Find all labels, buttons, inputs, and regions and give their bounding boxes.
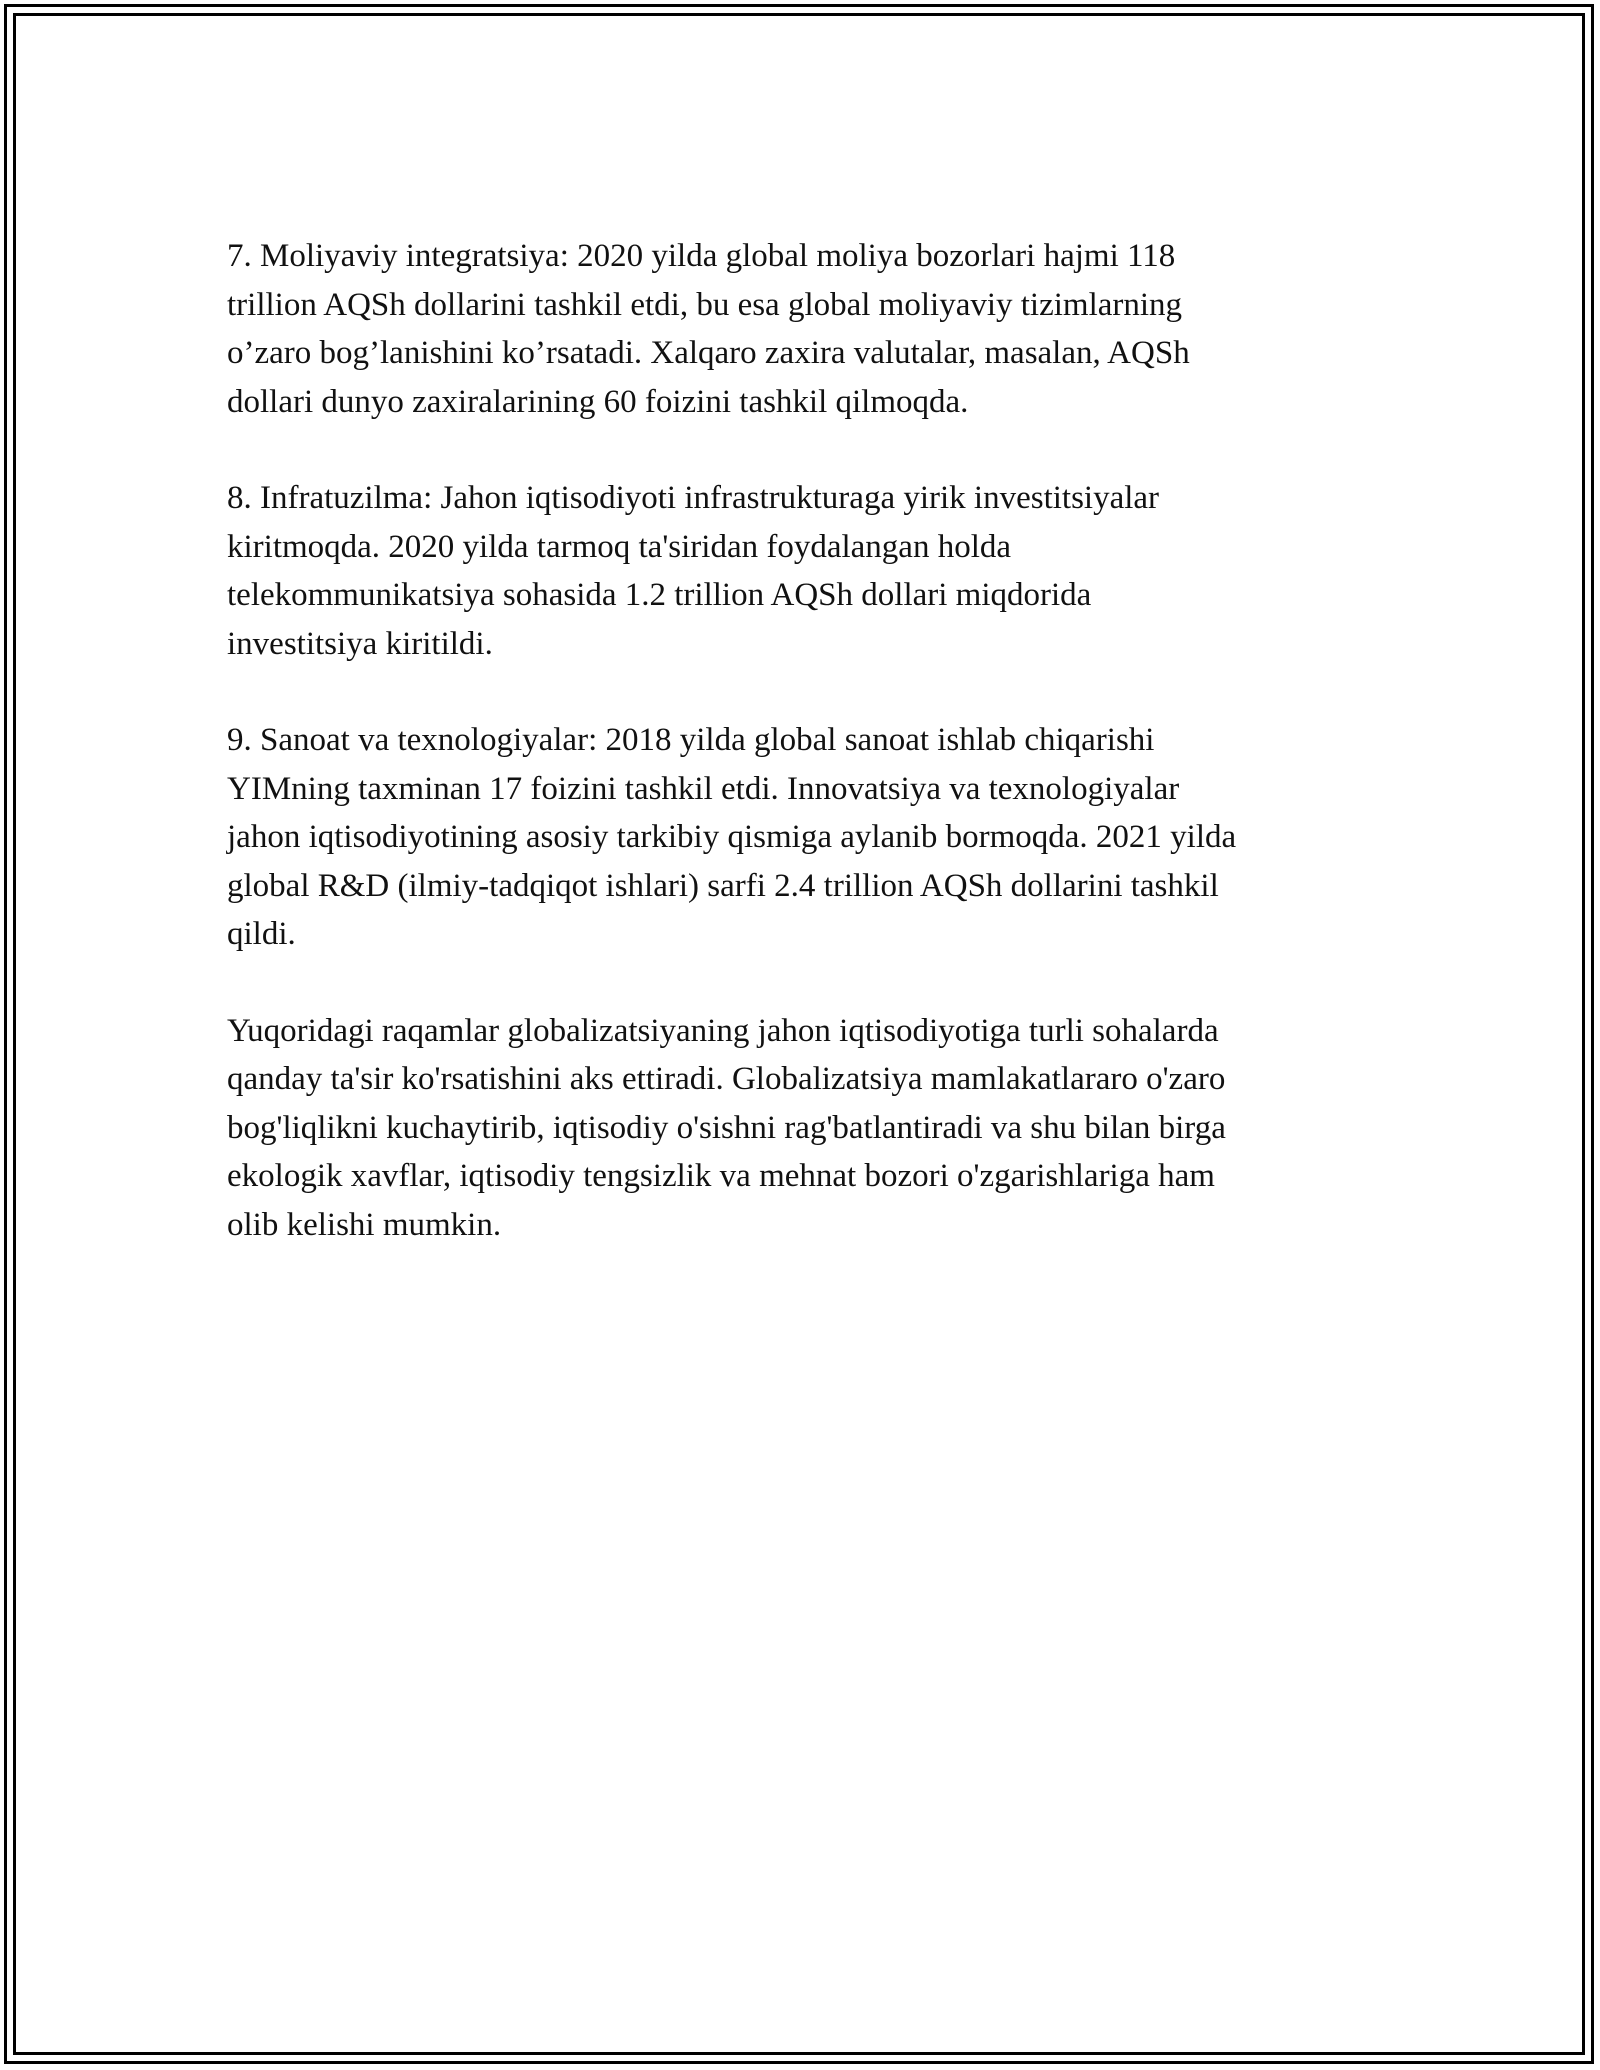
- paragraph-financial-integration: 7. Moliyaviy integratsiya: 2020 yilda global moliya bozorlari hajmi 118 trillion AQSh dollarini tashkil etdi, bu esa global moliyaviy tizimlarning o’zaro bog’lanishini ko’rsatadi. Xalqaro zaxira valutalar, masalan, AQSh dollari dunyo zaxiralarining 60 foizini tashkil qilmoqda.: [227, 238, 1190, 420]
- document-body: [227, 232, 1377, 1297]
- paragraph-infrastructure: 8. Infratuzilma: Jahon iqtisodiyoti infrastrukturaga yirik investitsiyalar kiritmoqda. 2020 yilda tarmoq ta'siridan foydalangan holda telekommunikatsiya sohasida 1.2 trillion AQSh dollari miqdorida investitsiya kiritildi.: [227, 480, 1160, 662]
- paragraph-industry-technology: 9. Sanoat va texnologiyalar: 2018 yilda global sanoat ishlab chiqarishi YIMning taxminan 17 foizini tashkil etdi. Innovatsiya va texnologiyalar jahon iqtisodiyotining asosiy tarkibiy qismiga aylanib bormoqda. 2021 yilda global R&D (ilmiy-tadqiqot ishlari) sarfi 2.4 trillion AQSh dollarini tashkil qildi.: [227, 722, 1237, 952]
- paragraph-conclusion: Yuqoridagi raqamlar globalizatsiyaning jahon iqtisodiyotiga turli sohalarda qanday ta'sir ko'rsatishini aks ettiradi. Globalizatsiya mamlakatlararo o'zaro bog'liqlikni kuchaytirib, iqtisodiy o'sishni rag'batlantiradi va shu bilan birga ekologik xavflar, iqtisodiy tengsizlik va mehnat bozori o'zgarishlariga ham olib kelishi mumkin.: [227, 1012, 1226, 1243]
